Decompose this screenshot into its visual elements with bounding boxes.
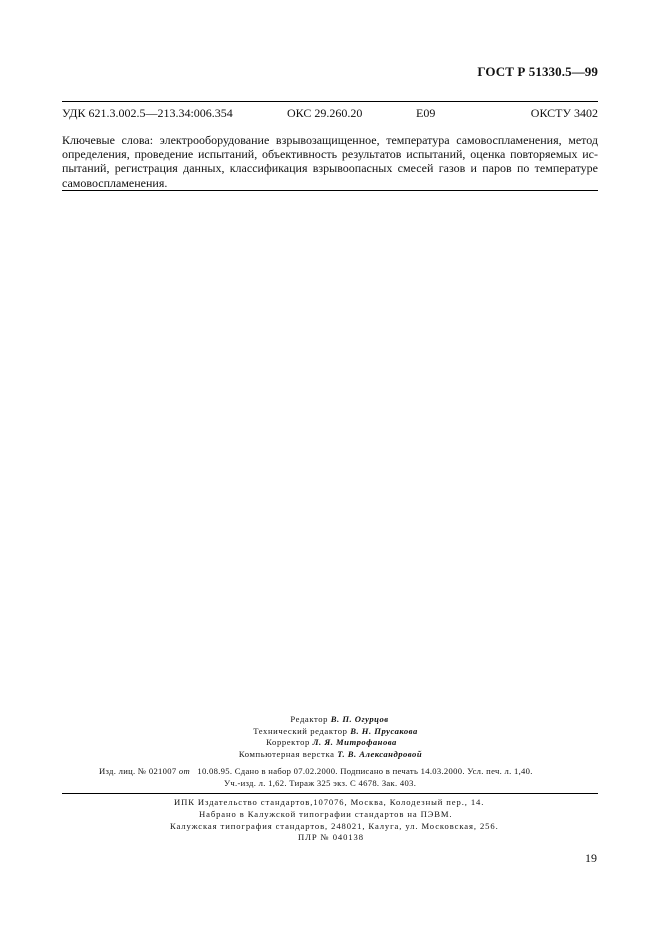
credit-role: Редактор bbox=[290, 714, 329, 724]
classification-codes-row bbox=[62, 106, 598, 122]
page-number: 19 bbox=[585, 851, 597, 865]
credit-row-proofreader bbox=[0, 737, 661, 749]
editorial-credits bbox=[0, 714, 661, 760]
credit-row-editor bbox=[0, 714, 661, 726]
credit-name: Л. Я. Митрофанова bbox=[312, 737, 397, 747]
keywords-divider bbox=[62, 190, 598, 191]
license-number: Изд. лиц. № 021007 bbox=[99, 766, 177, 776]
publication-info-line-2: Уч.-изд. л. 1,62. Тираж 325 экз. С 4678. Зак. 403. bbox=[224, 778, 417, 788]
okstu-code: ОКСТУ 3402 bbox=[530, 106, 598, 120]
credit-row-tech-editor bbox=[0, 726, 661, 738]
credit-row-layout bbox=[0, 749, 661, 761]
keywords-line: самовоспламенения. bbox=[62, 175, 168, 190]
credit-name: В. Н. Прусакова bbox=[350, 725, 418, 736]
imprint-line: ПЛР № 040138 bbox=[298, 832, 364, 842]
credit-role: Компьютерная верстка bbox=[238, 748, 335, 759]
top-divider bbox=[62, 101, 598, 102]
imprint-line: ИПК Издательство стандартов,107076, Москва, Колодезный пер., 14. bbox=[174, 797, 485, 807]
publication-dates: 10.08.95. Сдано в набор 07.02.2000. Подписано в печать 14.03.2000. Усл. печ. л. 1,40. bbox=[197, 766, 533, 776]
keywords-paragraph bbox=[62, 133, 598, 190]
keywords-line: Ключевые слова: электрооборудование взрывозащищенное, температура самовоспламенения, метод bbox=[62, 133, 598, 147]
credit-role: Технический редактор bbox=[253, 725, 348, 736]
keywords-line: пытаний, регистрация данных, классификация взрывоопасных смесей газов и паров по температуре bbox=[62, 161, 598, 176]
credit-role: Корректор bbox=[266, 737, 310, 747]
keywords-line: определения, проведение испытаний, объективность результатов испытаний, оценка повторяемых ис- bbox=[62, 147, 598, 162]
credit-name: Т. В. Александровой bbox=[337, 748, 423, 759]
credit-name: В. П. Огурцов bbox=[330, 714, 389, 724]
oks-code: ОКС 29.260.20 bbox=[287, 106, 363, 120]
udk-code: УДК 621.3.002.5—213.34:006.354 bbox=[62, 106, 233, 120]
publication-info-line-1 bbox=[99, 766, 533, 778]
imprint-line: Набрано в Калужской типографии стандартов на ПЭВМ. bbox=[199, 809, 453, 819]
group-code: Е09 bbox=[416, 106, 436, 120]
standard-code-header: ГОСТ Р 51330.5—99 bbox=[477, 64, 598, 79]
footer-divider bbox=[62, 793, 598, 794]
imprint-line: Калужская типография стандартов, 248021, Калуга, ул. Московская, 256. bbox=[170, 821, 499, 831]
license-ot: от bbox=[178, 766, 190, 776]
